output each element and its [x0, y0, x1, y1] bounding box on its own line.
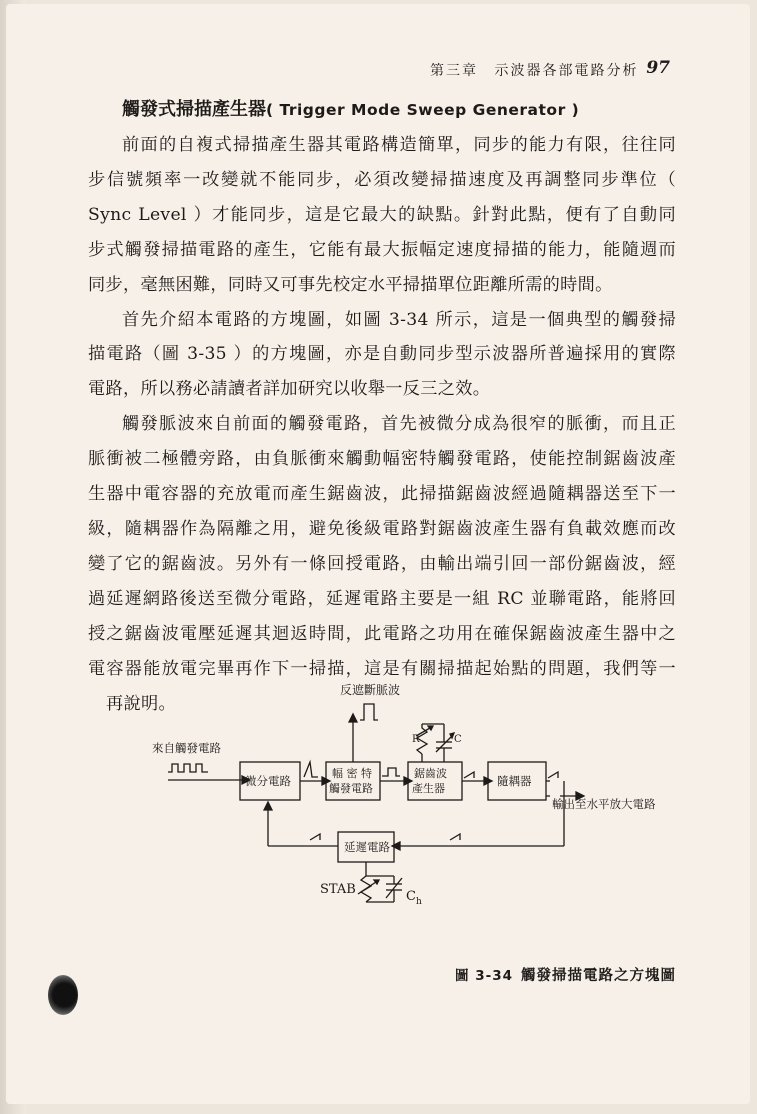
sawtooth-waveform-2: [548, 772, 558, 778]
body-line: 首先介紹本電路的方塊圖，如圖 3-34 所示，這是一個典型的觸發掃: [122, 309, 676, 330]
body-line: 描電路（圖 3-35 ）的方塊圖，亦是自動同步型示波器所普遍採用的實際: [88, 344, 676, 365]
chapter-number: 第三章: [430, 63, 478, 79]
feedback-sawtooth-waveform: [450, 834, 460, 840]
figure-caption: [455, 964, 676, 985]
arrow-icon: [349, 714, 357, 722]
arrow-icon: [264, 802, 272, 810]
section-title-en: ( Trigger Mode Sweep Generator ): [266, 101, 580, 119]
binding-hole: [48, 975, 78, 1015]
r-label: R: [412, 734, 420, 745]
page-number: 97: [646, 58, 670, 78]
input-pulse-waveform: [168, 764, 208, 772]
running-header: [430, 60, 670, 82]
sawtooth-label-1: 鋸齒波: [414, 767, 447, 780]
body-line: 脈衝被二極體旁路，由負脈衝來觸動幅密特觸發電路，使能控制鋸齒波產: [88, 449, 676, 470]
body-line: 電路，所以務必請讀者詳加研究以收舉一反三之效。: [88, 379, 491, 400]
body-line: Sync Level ）才能同步，這是它最大的缺點。針對此點，便有了自動同: [88, 204, 676, 225]
schmitt-label-2: 觸發電路: [329, 782, 373, 795]
ch-subscript: h: [416, 897, 422, 907]
follower-label: 隨耦器: [497, 774, 532, 788]
ch-label: C: [406, 889, 416, 904]
input-label: 來自觸發電路: [152, 741, 221, 755]
block-diagram: [150, 680, 680, 920]
body-line: 觸發脈波來自前面的觸發電路，首先被微分成為很窄的脈衝，而且正: [122, 414, 676, 435]
chapter-title: 示波器各部電路分析: [494, 63, 639, 79]
body-line: 電容器能放電完畢再作下一掃描，這是有關掃描起始點的問題，我們等一: [88, 658, 676, 679]
c-label: C: [454, 734, 462, 745]
sawtooth-waveform-1: [464, 772, 474, 778]
body-line: 變了它的鋸齒波。另外有一條回授電路，由輸出端引回一部份鋸齒波，經: [88, 553, 676, 574]
spike-waveform: [304, 762, 318, 777]
body-line: 前面的自複式掃描產生器其電路構造簡單，同步的能力有限，往往同: [122, 135, 676, 155]
body-line: 級，隨耦器作為隔離之用，避免後級電路對鋸齒波產生器有負載效應而改: [88, 518, 676, 539]
arrow-icon: [392, 842, 400, 850]
blanking-pulse-waveform: [360, 704, 378, 720]
schmitt-label-1: 幅 密 特: [332, 767, 372, 780]
output-label: 輸出至水平放大電路: [552, 797, 656, 811]
body-line: 步信號頻率一改變就不能同步，必須改變掃描速度及再調整同步準位（: [88, 169, 676, 190]
figure-title: 觸發掃描電路之方塊圖: [520, 967, 676, 984]
stab-label: STAB: [320, 882, 356, 897]
differentiator-label: 微分電路: [245, 774, 291, 788]
section-title: [122, 95, 662, 121]
body-line: 過延遲網路後送至微分電路，延遲電路主要是一組 RC 並聯電路，能將回: [88, 588, 676, 609]
square-waveform: [382, 768, 400, 776]
delay-label: 延遲電路: [344, 840, 390, 854]
blanking-label: 反遮斷脈波: [340, 683, 401, 697]
body-line: 步式觸發掃描電路的產生，它能有最大振幅定速度掃描的能力，能隨週而: [88, 239, 676, 260]
sawtooth-label-2: 產生器: [412, 782, 445, 795]
body-line: 再說明。: [106, 693, 176, 714]
body-text: [88, 128, 676, 721]
body-line: 授之鋸齒波電壓延遲其迴返時間，此電路之功用在確保鋸齒波產生器中之: [88, 623, 676, 644]
body-line: 同步，毫無困難，同時又可事先校定水平掃描單位距離所需的時間。: [88, 274, 613, 295]
section-title-zh: 觸發式掃描產生器: [122, 99, 266, 120]
delay-sawtooth-waveform: [310, 834, 320, 840]
figure-number: 圖 3-34: [455, 968, 513, 984]
body-line: 生器中電容器的充放電而產生鋸齒波，此掃描鋸齒波經過隨耦器送至下一: [88, 484, 676, 505]
